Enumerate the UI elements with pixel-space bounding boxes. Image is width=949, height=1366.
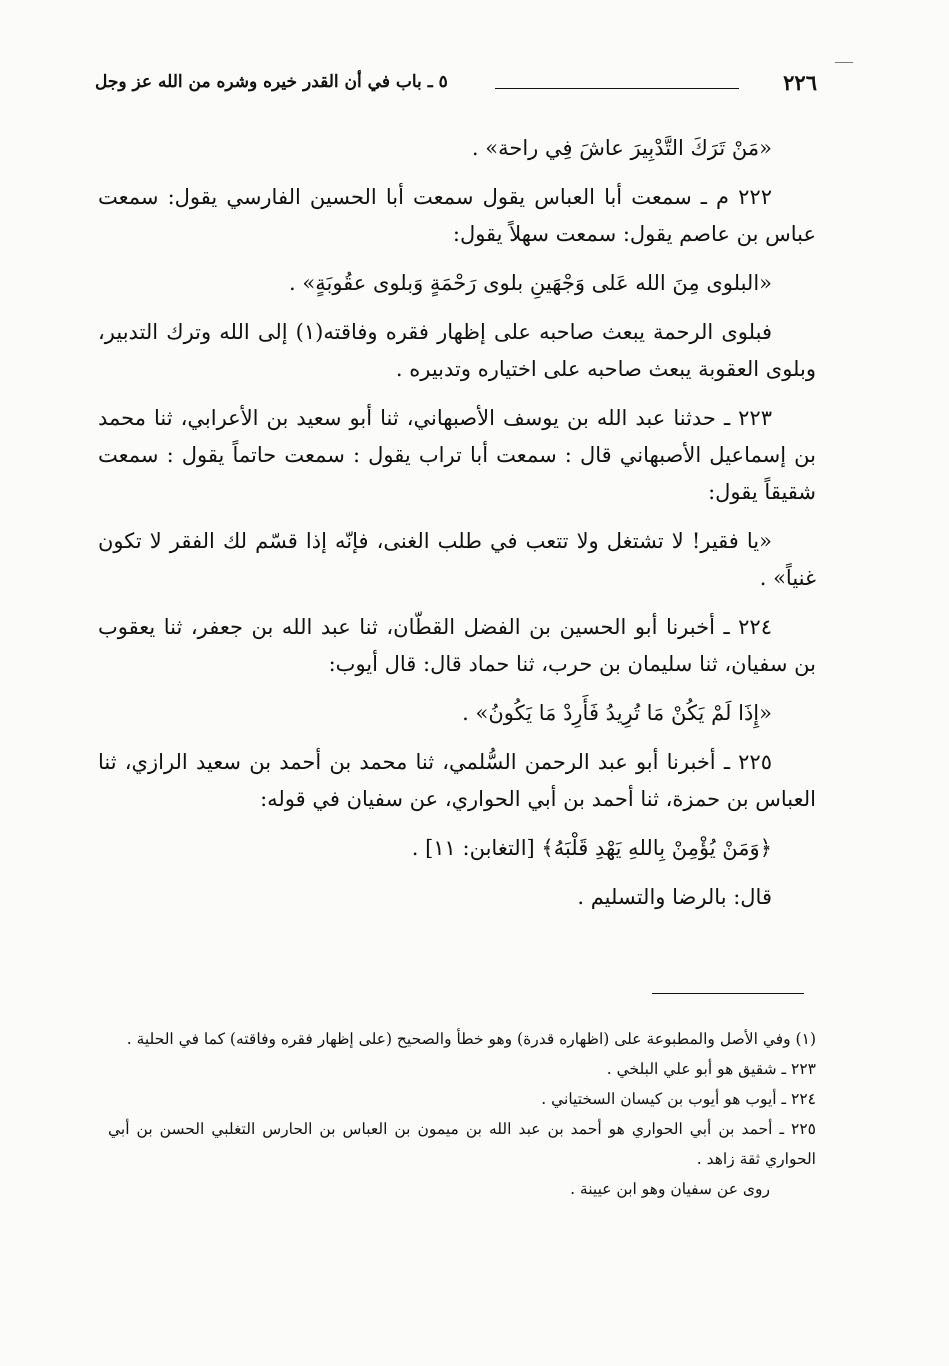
- narration-paragraph: ٢٢٢ م ـ سمعت أبا العباس يقول سمعت أبا الحسين الفارسي يقول: سمعت عباس بن عاصم يقول: سمعت سهلاً يقول:: [98, 185, 816, 246]
- footnote: (١) وفي الأصل والمطبوعة على (اظهاره قدرة) وهو خطأ والصحيح (على إظهار فقره وفاقته) كما في الحلية .: [126, 1030, 816, 1048]
- closing-paragraph: قال: بالرضا والتسليم .: [577, 885, 772, 909]
- commentary-paragraph: فبلوى الرحمة يبعث صاحبه على إظهار فقره وفاقته(١) إلى الله وترك التدبير، وبلوى العقوبة يبعث صاحبه على اختياره وتدبيره .: [98, 320, 816, 381]
- narration-paragraph: ٢٢٤ ـ أخبرنا أبو الحسين بن الفضل القطّان، ثنا عبد الله بن جعفر، ثنا يعقوب بن سفيان، ثنا سليمان بن حرب، ثنا حماد قال: قال أيوب:: [98, 615, 816, 676]
- quote-paragraph: «إِذَا لَمْ يَكُنْ مَا تُرِيدُ فَأَرِدْ مَا يَكُونُ» .: [462, 701, 772, 725]
- corner-mark: [835, 62, 853, 63]
- page-number: ٢٢٦: [783, 70, 817, 95]
- quote-paragraph: «مَنْ تَرَكَ التَّدْبِيرَ عاشَ فِي راحة» .: [471, 136, 772, 160]
- quran-verse: ﴿وَمَنْ يُؤْمِنْ بِاللهِ يَهْدِ قَلْبَهُ﴾ [التغابن: ١١] .: [411, 836, 772, 860]
- footnote: ٢٢٥ ـ أحمد بن أبي الحواري هو أحمد بن عبد الله بن ميمون بن العباس بن الحارس التغلبي الحسن بن أبي الحواري ثقة زاهد .: [108, 1120, 816, 1168]
- page-header: [95, 66, 817, 106]
- narration-paragraph: ٢٢٥ ـ أخبرنا أبو عبد الرحمن السُّلمي، ثنا محمد بن أحمد بن سعيد الرازي، ثنا العباس بن حمزة، ثنا أحمد بن أبي الحواري، عن سفيان في قوله:: [98, 750, 816, 811]
- header-rule: [495, 88, 739, 89]
- footnote: ٢٢٣ ـ شقيق هو أبو علي البلخي .: [606, 1060, 816, 1078]
- footnote: روى عن سفيان وهو ابن عيينة .: [570, 1180, 770, 1198]
- body-text: [98, 130, 816, 928]
- quote-paragraph: «البلوى مِنَ الله عَلى وَجْهَينِ بلوى رَحْمَةٍ وَبلوى عقُوبَةٍ» .: [289, 271, 772, 295]
- footnote: ٢٢٤ ـ أيوب هو أيوب بن كيسان السختياني .: [541, 1090, 816, 1108]
- footnote-separator: [652, 993, 804, 994]
- narration-paragraph: ٢٢٣ ـ حدثنا عبد الله بن يوسف الأصبهاني، ثنا أبو سعيد بن الأعرابي، ثنا محمد بن إسماعيل الأصبهاني قال : سمعت أبا تراب يقول : سمعت حاتماً يقول : سمعت شقيقاً يقول:: [98, 406, 816, 504]
- quote-paragraph: «يا فقير! لا تشتغل ولا تتعب في طلب الغنى، فإنّه إذا قسّم لك الفقر لا تكون غنياً» .: [98, 529, 816, 590]
- footnotes: [108, 1024, 816, 1204]
- running-title: ٥ ـ باب في أن القدر خيره وشره من الله عز وجل: [95, 72, 448, 92]
